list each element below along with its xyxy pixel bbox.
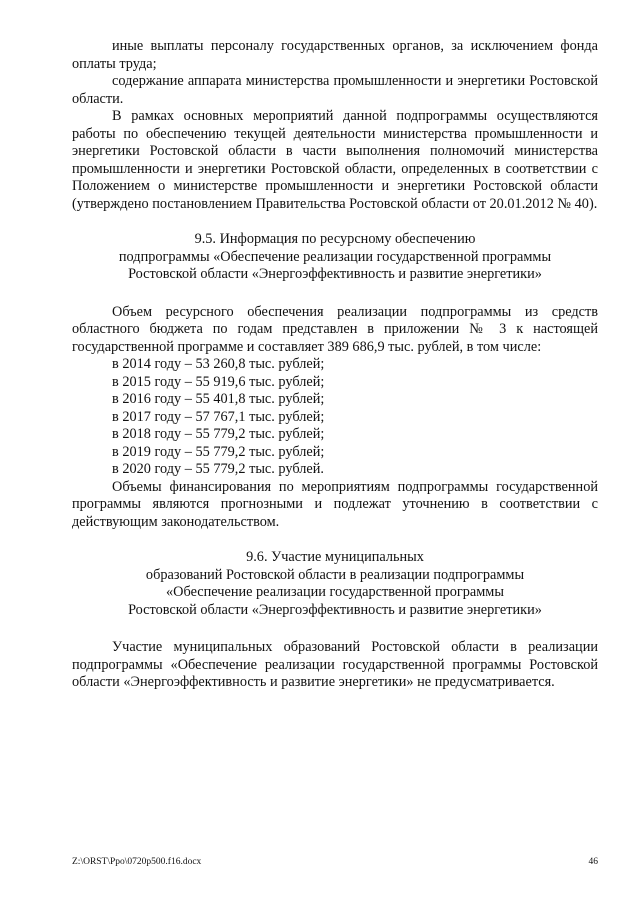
intro-paragraph-1: иные выплаты персоналу государственных органов, за исключением фонда оплаты труда; [72, 38, 598, 72]
year-item: в 2015 году – 55 919,6 тыс. рублей; [112, 373, 325, 390]
year-item: в 2018 году – 55 779,2 тыс. рублей; [112, 426, 325, 442]
heading-line: «Обеспечение реализации государственной программы [166, 584, 504, 600]
year-item: в 2016 году – 55 401,8 тыс. рублей; [112, 391, 325, 407]
intro-paragraph-3: В рамках основных мероприятий данной подпрограммы осуществляются работы по обеспечению текущей деятельности министерства промышленности и энергетики Ростовской области в части выполнения полномочий министерства промышленности и энергетики Ростовской области, определенных в соответствии с Положением о министерстве промышленности и энергетики Ростовской области (утверждено постановлением Правительства Ростовской области от 20.01.2012 № 40). [72, 108, 598, 212]
heading-line: 9.6. Участие муниципальных [246, 549, 424, 565]
heading-line: подпрограммы «Обеспечение реализации государственной программы [118, 248, 552, 265]
section-9-5-paragraph-1: Объем ресурсного обеспечения реализации подпрограммы из средств областного бюджета по годам представлен в приложении № 3 к настоящей государственной программе и составляет 389 686,9 тыс. рублей, в том числе: [72, 303, 598, 355]
section-9-6-paragraph-1: Участие муниципальных образований Ростовской области в реализации подпрограммы «Обеспечение реализации государственной программы Ростовской области «Энергоэффективность и развитие энергетики» не предусматривается. [72, 639, 598, 690]
page-number: 46 [588, 857, 598, 867]
heading-line: 9.5. Информация по ресурсному обеспечению [194, 231, 476, 247]
year-item: в 2020 году – 55 779,2 тыс. рублей. [112, 461, 324, 477]
page-footer [72, 856, 598, 868]
heading-line: Ростовской области «Энергоэффективность и развитие энергетики» [128, 601, 542, 618]
file-path: Z:\ORST\Ppo\0720p500.f16.docx [72, 857, 202, 867]
year-item: в 2017 году – 57 767,1 тыс. рублей; [112, 408, 325, 425]
year-item: в 2014 году – 53 260,8 тыс. рублей; [112, 356, 325, 372]
document-page [72, 38, 598, 692]
year-item: в 2019 году – 55 779,2 тыс. рублей; [112, 443, 325, 460]
heading-line: Ростовской области «Энергоэффективность и развитие энергетики» [128, 266, 542, 282]
heading-line: образований Ростовской области в реализации подпрограммы [145, 566, 525, 583]
intro-paragraph-2: содержание аппарата министерства промышленности и энергетики Ростовской области. [72, 73, 598, 107]
section-9-6-heading [72, 549, 598, 619]
section-9-5-paragraph-2: Объемы финансирования по мероприятиям подпрограммы государственной программы являются прогнозными и подлежат уточнению в соответствии с действующим законодательством. [72, 478, 598, 530]
section-9-5-heading [72, 231, 598, 284]
